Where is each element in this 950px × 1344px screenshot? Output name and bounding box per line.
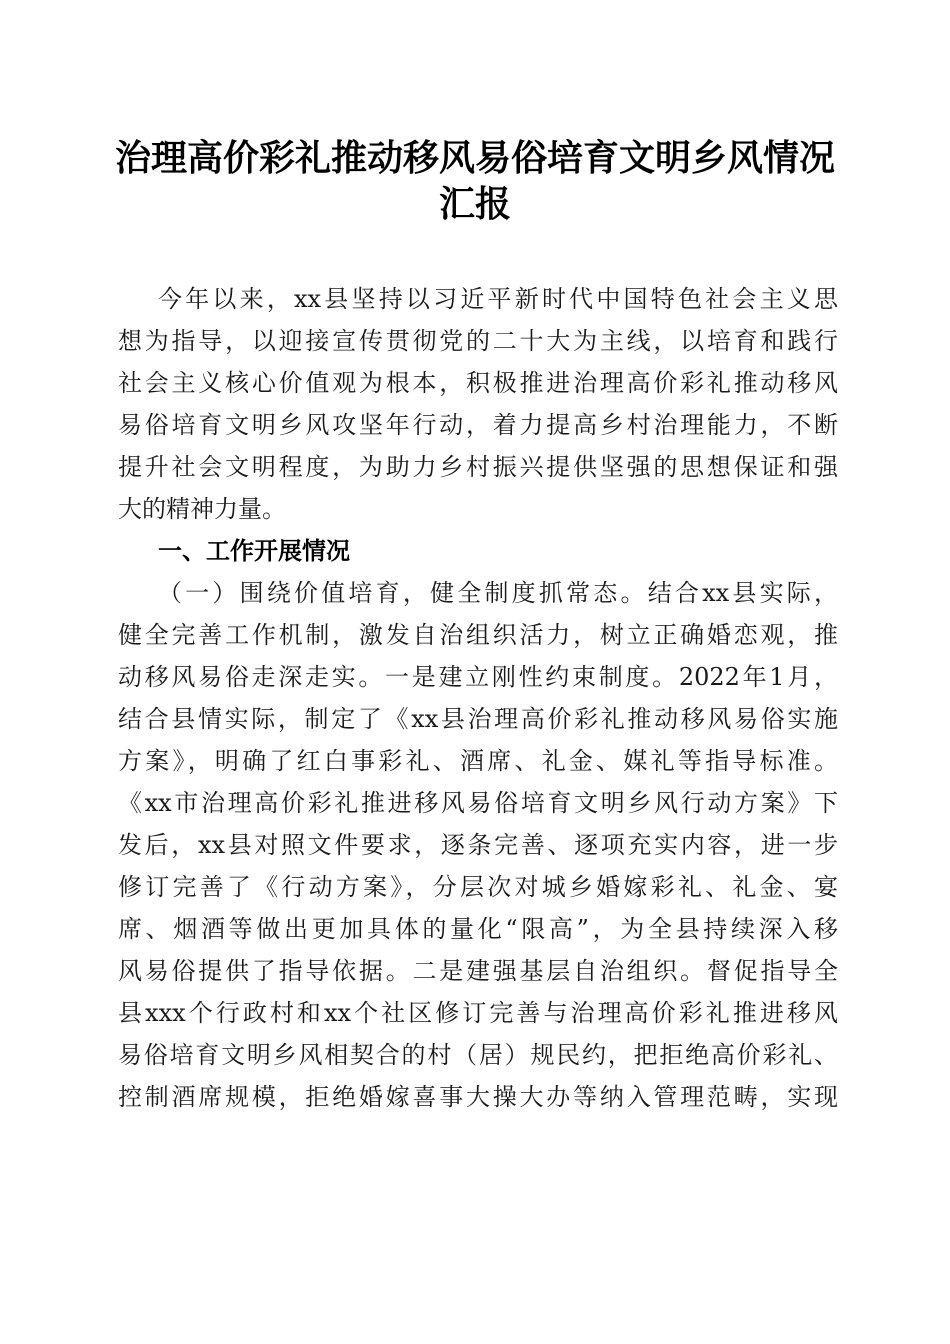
paragraph-line: 《xx市治理高价彩礼推进移风易俗培育文明乡风行动方案》下 — [118, 789, 838, 817]
paragraph-line: 大的精神力量。 — [118, 495, 286, 523]
paragraph-line: 易俗培育文明乡风相契合的村（居）规民约，把拒绝高价彩礼、 — [118, 1041, 838, 1069]
paragraph-line: 控制酒席规模，拒绝婚嫁喜事大操大办等纳入管理范畴，实现 — [118, 1083, 838, 1111]
paragraph-line: 县xxx个行政村和xx个社区修订完善与治理高价彩礼推进移风 — [118, 999, 838, 1027]
paragraph-line: 今年以来，xx县坚持以习近平新时代中国特色社会主义思 — [158, 285, 838, 313]
paragraph-line: 社会主义核心价值观为根本，积极推进治理高价彩礼推动移风 — [118, 369, 838, 397]
paragraph-line: 易俗培育文明乡风攻坚年行动，着力提高乡村治理能力，不断 — [118, 411, 838, 439]
paragraph-line: 修订完善了《行动方案》，分层次对城乡婚嫁彩礼、礼金、宴 — [118, 873, 838, 901]
paragraph-line: 方案》，明确了红白事彩礼、酒席、礼金、媒礼等指导标准。 — [118, 747, 838, 775]
paragraph-line: 席、烟酒等做出更加具体的量化“限高”，为全县持续深入移 — [118, 915, 838, 943]
document-title-line-1: 治理高价彩礼推动移风易俗培育文明乡风情况 — [114, 137, 835, 179]
document-title-line-2: 汇报 — [438, 183, 511, 225]
paragraph-line: 健全完善工作机制，激发自治组织活力，树立正确婚恋观，推 — [118, 621, 838, 649]
paragraph-line: 提升社会文明程度，为助力乡村振兴提供坚强的思想保证和强 — [118, 453, 838, 481]
paragraph-line: 风易俗提供了指导依据。二是建强基层自治组织。督促指导全 — [118, 957, 838, 985]
paragraph-line: 发后，xx县对照文件要求，逐条完善、逐项充实内容，进一步 — [118, 831, 838, 859]
paragraph-line: 想为指导，以迎接宣传贯彻党的二十大为主线，以培育和践行 — [118, 327, 838, 355]
paragraph-line: （一）围绕价值培育，健全制度抓常态。结合xx县实际， — [158, 579, 838, 607]
paragraph-line: 结合县情实际，制定了《xx县治理高价彩礼推动移风易俗实施 — [118, 705, 838, 733]
section-heading: 一、工作开展情况 — [158, 537, 350, 565]
paragraph-line: 动移风易俗走深走实。一是建立刚性约束制度。2022年1月， — [118, 663, 838, 691]
